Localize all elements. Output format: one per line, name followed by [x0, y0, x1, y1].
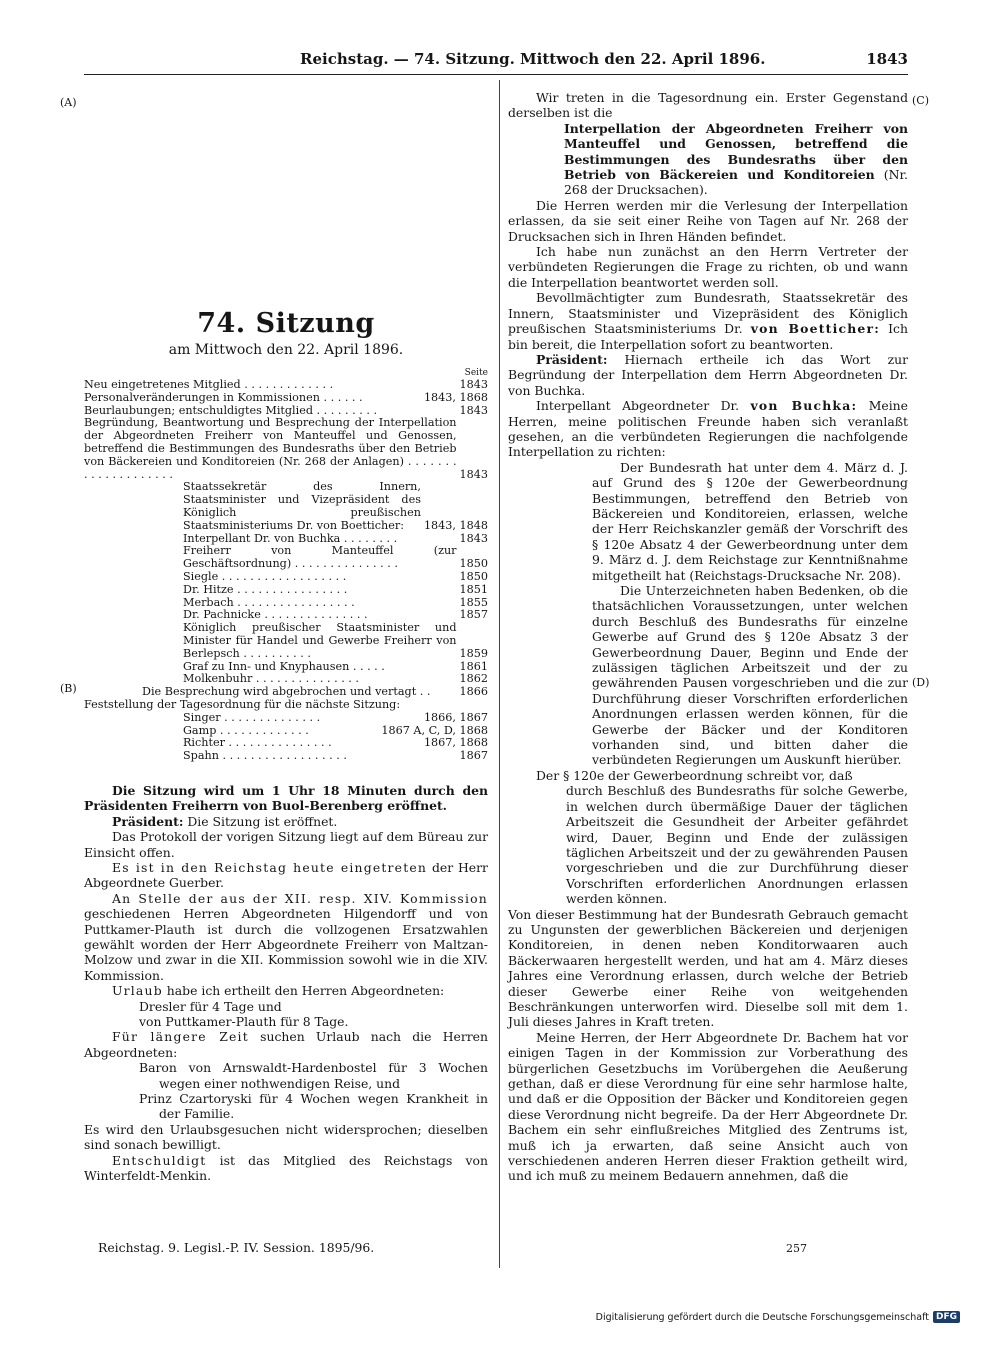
toc-entry-page: 1843, 1868	[423, 390, 488, 404]
toc-entry-text: Freiherr von Manteuffel (zur Geschäftsordnung) . . . . . . . . . . . . . . .	[183, 544, 457, 571]
paragraph-text: geschiedenen Herren Abgeordneten Hilgendorff und von Puttkamer-Plauth ist durch die vollzogenen Ersatzwahlen gewählt worden der Herr Abgeordnete Freiherr von Maltzan-Molzow und zwar in die XII. Kommission sowohl wie in die XIV. Kommission.	[84, 906, 488, 983]
toc-entry-text: Siegle . . . . . . . . . . . . . . . . . .	[183, 569, 347, 583]
speaker-text: Hiernach ertheile ich das Wort zur Begründung der Interpellation dem Herrn Abgeordneten Dr. von Buchka.	[508, 351, 908, 398]
credit-text: Digitalisierung gefördert durch die Deutsche Forschungsgemeinschaft	[595, 1311, 929, 1323]
speaker-label: Präsident:	[112, 813, 184, 829]
toc-entry-text: Interpellant Dr. von Buchka . . . . . . . .	[183, 531, 398, 545]
speaker-text: Ich bin bereit, die Interpellation sofort zu beantworten.	[508, 321, 908, 352]
session-title: 74. Sitzung	[197, 308, 375, 339]
long-leave-item: Baron von Arnswaldt-Hardenbostel für 3 Wochen wegen einer nothwendigen Reise, und	[139, 1060, 488, 1091]
toc-entry	[84, 481, 488, 532]
toc-entry	[84, 712, 488, 725]
toc-entry-text: Dr. Hitze . . . . . . . . . . . . . . . .	[183, 582, 348, 596]
margin-marker-c: (C)	[912, 94, 929, 107]
page-number: 1843	[866, 50, 908, 68]
paragraph-text: ist das Mitglied des Reichstags von Winterfeldt-Menkin.	[84, 1152, 488, 1184]
toc-entry	[84, 571, 488, 584]
law-lead: Der § 120e der Gewerbeordnung schreibt vor, daß	[536, 767, 853, 783]
spaced-text: Entschuldigt	[112, 1152, 207, 1168]
toc-entry-page: 1866, 1867	[423, 710, 488, 724]
header-rule	[84, 74, 908, 75]
speaker-label: von Boetticher:	[750, 321, 881, 337]
toc-entry-page: 1850	[459, 557, 488, 571]
leave-item: Dresler für 4 Tage und	[139, 998, 282, 1014]
toc-entry-page: 1866	[459, 685, 488, 699]
table-of-contents	[84, 368, 488, 763]
speaker-label: Präsident:	[536, 351, 608, 367]
toc-entry-page: 1843	[459, 403, 488, 417]
toc-entry-text: Feststellung der Tagesordnung für die nächste Sitzung:	[84, 697, 401, 711]
left-column	[84, 80, 488, 1183]
toc-entry-page: 1867, 1868	[423, 736, 488, 750]
toc-entry-text: Personalveränderungen in Kommissionen . . . . . .	[84, 390, 363, 404]
quoted-law: durch Beschluß des Bundesraths für solche Gewerbe, in welchen durch übermäßige Dauer der täglichen Arbeitszeit die Gesundheit der Arbeiter gefährdet wird, Dauer, Beginn und Ende der zulässigen täglichen Arbeitszeit und der zu gewährenden Pausen vorgeschrieben und die zur Durchführung dieser Vorschriften erforderlichen Anordnungen erlassen werden können.	[566, 783, 908, 907]
toc-entry-text: Merbach . . . . . . . . . . . . . . . . .	[183, 595, 355, 609]
toc-entry-page: 1861	[459, 659, 488, 673]
toc-entry-text: Spahn . . . . . . . . . . . . . . . . . .	[183, 749, 347, 763]
speaker-intro: Interpellant Abgeordneter Dr.	[536, 398, 740, 414]
toc-entry-text: Neu eingetretenes Mitglied . . . . . . . . . . . . .	[84, 378, 334, 391]
toc-entry-text: Richter . . . . . . . . . . . . . . .	[183, 736, 332, 750]
toc-entry-page: 1850	[459, 569, 488, 583]
toc-entry-text: Gamp . . . . . . . . . . . . .	[183, 723, 309, 737]
commission-paragraph	[84, 891, 488, 983]
dfg-logo: DFG	[933, 1311, 960, 1323]
toc-entry	[84, 622, 488, 660]
toc-entry	[84, 545, 488, 571]
toc-entry-page: 1859	[459, 646, 488, 660]
spaced-text: Für längere Zeit	[112, 1029, 249, 1045]
proceedings-left	[84, 783, 488, 1184]
president-opening	[84, 814, 488, 829]
paragraph-text: suchen Urlaub nach die Herren Abgeordneten:	[84, 1029, 488, 1060]
quoted-interpellation: Der Bundesrath hat unter dem 4. März d. J. auf Grund des § 120e der Gewerbeordnung Bestimmungen, betreffend den Betrieb von Bäckereien und Konditoreien, erlassen, welche der Herr Reichskanzler gemäß der Vorschrift des § 120e Absatz 4 der Gewerbeordnung unter dem 9. März d. J. dem Reichstage zur Kenntnißnahme mitgetheilt hat (Reichstags-Drucksache Nr. 208).	[592, 459, 908, 583]
speaker-text: Meine Herren, meine politischen Freunde haben sich veranlaßt gesehen, an die verbündeten Regierungen die nachfolgende Interpellation zu richten:	[508, 398, 908, 460]
toc-entry	[84, 699, 488, 712]
toc-entry-page: 1843	[459, 467, 488, 481]
spaced-text: An Stelle der aus der XII. resp. XIV. Kommission	[112, 890, 488, 906]
toc-entry	[84, 417, 488, 481]
toc-entry-page: 1862	[459, 672, 488, 686]
toc-page-label: Seite	[464, 368, 488, 378]
toc-entry-page: 1851	[459, 582, 488, 596]
long-leave-paragraph	[84, 1029, 488, 1060]
page-header	[0, 50, 1000, 74]
new-member-paragraph	[84, 860, 488, 891]
approval-paragraph: Es wird den Urlaubsgesuchen nicht widersprochen; dieselben sind sonach bewilligt.	[84, 1121, 488, 1153]
digitization-credit	[596, 1311, 960, 1323]
toc-entry-page: 1843	[459, 531, 488, 545]
president-statement	[508, 352, 908, 398]
leave-item: von Puttkamer-Plauth für 8 Tage.	[139, 1014, 349, 1029]
toc-entry	[84, 686, 488, 699]
spaced-text: Es ist in den Reichstag heute eingetreten	[112, 859, 428, 875]
toc-entry	[84, 379, 488, 392]
toc-entry-text: Molkenbuhr . . . . . . . . . . . . . . .	[183, 672, 359, 686]
toc-entry	[84, 584, 488, 597]
toc-entry-text: Staatssekretär des Innern, Staatsminister und Vizepräsident des Königlich preußischen Staatsministeriums Dr. von Boetticher:	[183, 480, 421, 532]
paragraph: Meine Herren, der Herr Abgeordnete Dr. Bachem hat vor einigen Tagen in der Kommission zur Vorberathung des bürgerlichen Gesetzbuchs im Vorübergehen die Aeußerung gethan, daß er diese Verordnung für eine sehr harmlose halte, und daß er die Opposition der Bäcker und Konditoreien gegen diese Verordnung nicht begreife. Da der Herr Abgeordnete Dr. Bachem ein sehr einflußreiches Mitglied des Zentrums ist, muß ich ja erwarten, daß seine Ansicht auch von verschiedenen anderen Herren dieser Fraktion getheilt wird, und ich muß zu meinem Bedauern annehmen, daß die	[508, 1029, 908, 1184]
paragraph: Ich habe nun zunächst an den Herrn Vertreter der verbündeten Regierungen die Frage zu richten, ob und wann die Interpellation beantwortet werden soll.	[508, 244, 908, 290]
boetticher-statement	[508, 290, 908, 352]
margin-marker-b: (B)	[60, 682, 77, 695]
right-column	[508, 90, 908, 1184]
speaker-label: von Buchka:	[750, 398, 858, 414]
column-divider	[499, 80, 500, 1268]
session-date: am Mittwoch den 22. April 1896.	[168, 342, 404, 358]
speaker-intro: Bevollmächtigter zum Bundesrath, Staatssekretär des Innern, Staatsminister und Vizepräsident des Königlich preußischen Staatsministeriums Dr.	[508, 290, 908, 337]
toc-entry-text: Graf zu Inn- und Knyphausen . . . . .	[183, 659, 385, 673]
margin-marker-d: (D)	[912, 676, 930, 689]
toc-entry-text: Königlich preußischer Staatsminister und Minister für Handel und Gewerbe Freiherr von Berlepsch . . . . . . . . . .	[183, 621, 457, 660]
interpellation-title-text: Interpellation der Abgeordneten Freiherr von Manteuffel und Genossen, betreffend die Bestimmungen des Bundesraths über den Betrieb von Bäckereien und Konditoreien	[564, 120, 908, 183]
toc-entry	[84, 750, 488, 763]
sheet-number: 257	[786, 1242, 807, 1255]
toc-entry-page: 1855	[459, 595, 488, 609]
long-leave-item: Prinz Czartoryski für 4 Wochen wegen Krankheit in der Familie.	[139, 1091, 488, 1122]
paragraph-text: der Herr Abgeordnete Guerber.	[84, 859, 488, 891]
paragraph: Die Herren werden mir die Verlesung der Interpellation erlassen, da sie seit einer Reihe von Tagen auf Nr. 268 der Drucksachen sich in Ihren Händen befindet.	[508, 197, 908, 244]
quoted-interpellation: Die Unterzeichneten haben Bedenken, ob die thatsächlichen Voraussetzungen, unter welchen durch Beschluß des Bundesraths für einzelne Gewerbe auf Grund des § 120e Absatz 3 der Gewerbeordnung Dauer, Beginn und Ende der zulässigen täglichen Arbeitszeit und der zu gewährenden Pausen vorgeschrieben und die zur Durchführung dieser Vorschriften erforderlichen Anordnungen erlassen werden können, für die Gewerbe der Bäcker und der Konditoren vorhanden sind, und bitten daher die verbündeten Regierungen um Auskunft hierüber.	[592, 583, 908, 768]
paragraph: Von dieser Bestimmung hat der Bundesrath Gebrauch gemacht zu Ungunsten der gewerblichen Bäckereien und derjenigen Konditoreien, in denen neben Konditorwaaren auch Bäckerwaaren hergestellt werden, und hat am 4. März dieses Jahres eine Verordnung erlassen, durch welche der Betrieb dieser Gewerbe einer Reihe von weitgehenden Beschränkungen unterworfen wird. Dieselbe soll mit dem 1. Juli dieses Jahres in Kraft treten.	[508, 906, 908, 1030]
buchka-statement	[508, 398, 908, 460]
toc-entry-text: Die Besprechung wird abgebrochen und vertagt . .	[142, 685, 431, 699]
toc-entry-text: Begründung, Beantwortung und Besprechung der Interpellation der Abgeordneten Freiherr von Manteuffel und Genossen, betreffend die Bestimmungen des Bundesraths über den Betrieb von Bäckereien und Konditoreien (Nr. 268 der Anlagen) . . . . . . . . . . . . . . . . . . . .	[84, 416, 457, 481]
toc-entry-page: 1867 A, C, D, 1868	[381, 723, 488, 737]
toc-entry-page: 1843	[459, 378, 488, 391]
toc-entry	[84, 392, 488, 405]
toc-entry-page: 1857	[459, 608, 488, 622]
toc-entry-text: Dr. Pachnicke . . . . . . . . . . . . . . .	[183, 608, 368, 622]
protocol-paragraph: Das Protokoll der vorigen Sitzung liegt auf dem Büreau zur Einsicht offen.	[84, 829, 488, 860]
toc-entry-text: Beurlaubungen; entschuldigtes Mitglied . . . . . . . . .	[84, 403, 378, 417]
excused-paragraph	[84, 1153, 488, 1184]
margin-marker-a: (A)	[60, 96, 77, 109]
interpellation-title	[508, 121, 908, 198]
interpellation-reference: (Nr. 268 der Drucksachen).	[564, 167, 908, 198]
speaker-text: Die Sitzung ist eröffnet.	[187, 813, 338, 829]
footer-volume-info: Reichstag. 9. Legisl.-P. IV. Session. 1895/96.	[98, 1240, 375, 1255]
agenda-paragraph: Wir treten in die Tagesordnung ein. Erster Gegenstand derselben ist die	[508, 90, 908, 121]
toc-entry-page: 1843, 1848	[423, 518, 488, 532]
leave-paragraph	[84, 983, 488, 998]
paragraph-text: habe ich ertheilt den Herren Abgeordneten:	[166, 983, 445, 999]
running-title: Reichstag. — 74. Sitzung. Mittwoch den 22. April 1896.	[300, 50, 766, 68]
toc-entry-text: Singer . . . . . . . . . . . . . .	[183, 710, 321, 724]
spaced-text: Urlaub	[112, 983, 163, 999]
toc-entry-page: 1867	[459, 749, 488, 763]
opening-paragraph: Die Sitzung wird um 1 Uhr 18 Minuten durch den Präsidenten Freiherrn von Buol-Berenberg eröffnet.	[84, 782, 488, 814]
